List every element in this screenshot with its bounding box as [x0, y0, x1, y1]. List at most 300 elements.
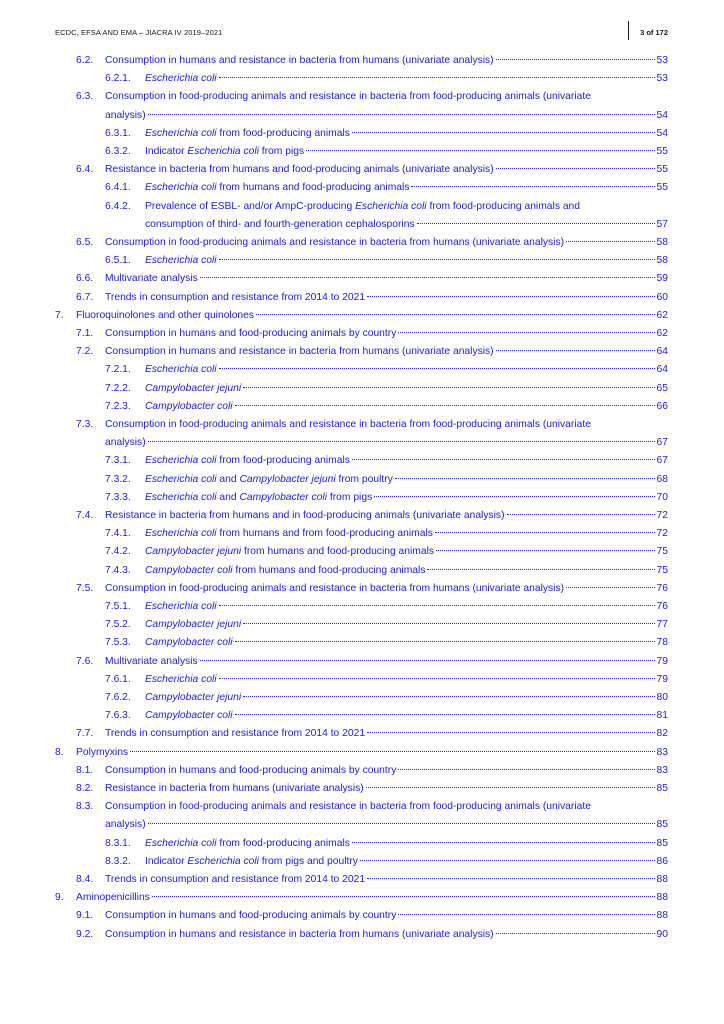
toc-entry-number: 8.2.: [76, 783, 94, 794]
toc-entry-title-italic: Escherichia coli: [145, 255, 217, 267]
toc-leader-dots: [148, 441, 655, 442]
toc-leader-dots: [219, 77, 655, 78]
toc-entry[interactable]: [0, 745, 724, 761]
toc-leader-dots: [435, 532, 655, 533]
toc-leader-dots: [496, 168, 655, 169]
toc-leader-dots: [352, 132, 655, 133]
toc-entry-title-part: from food-producing animals and: [426, 200, 581, 212]
toc-entry-title-part: from humans and food-producing animals: [216, 182, 410, 194]
toc-leader-dots: [417, 223, 655, 224]
toc-entry-page: 53: [656, 55, 668, 66]
toc-entry[interactable]: [0, 654, 724, 670]
toc-entry-title: [145, 253, 668, 269]
toc-leader-dots: [436, 550, 654, 551]
toc-entry-title: [145, 599, 668, 615]
toc-entry[interactable]: [0, 399, 724, 415]
toc-leader-dots: [395, 478, 655, 479]
toc-entry-number: 7.3.1.: [105, 455, 131, 467]
toc-entry-title: [145, 635, 668, 651]
toc-entry-title-italic: Escherichia coli: [355, 200, 427, 212]
toc-entry-title: [105, 162, 668, 178]
toc-entry-title-part: from pigs and poultry: [258, 855, 358, 867]
toc-entry-title-part: Consumption in humans and resistance in bacteria from humans (univariate analysis): [105, 928, 494, 940]
toc-entry-title-italic: Campylobacter coli: [145, 710, 233, 722]
toc-entry-title-italic: Escherichia coli: [145, 837, 217, 849]
toc-leader-dots: [507, 514, 655, 515]
toc-entry-title: [105, 108, 668, 124]
toc-entry-title: [145, 126, 668, 142]
toc-entry-page: 67: [656, 455, 668, 467]
toc-entry[interactable]: [0, 672, 724, 688]
toc-entry-title-italic: Escherichia coli: [145, 182, 217, 194]
toc-entry[interactable]: [0, 253, 724, 269]
toc-entry-title-italic: Campylobacter coli: [145, 400, 233, 412]
toc-leader-dots: [148, 114, 655, 115]
toc-entry-title: [105, 53, 668, 69]
toc-entry-number: 7.1.: [76, 328, 94, 339]
toc-entry-title-part: and: [216, 491, 240, 503]
toc-entry-title: [145, 836, 668, 852]
toc-entry-title-part: analysis): [105, 437, 146, 449]
toc-entry-page: 54: [656, 109, 668, 121]
toc-entry-title: [145, 526, 668, 542]
toc-entry-number: 7.2.1.: [105, 364, 131, 376]
toc-entry-title-italic: Campylobacter jejuni: [239, 473, 336, 485]
toc-entry-title: [105, 781, 668, 797]
toc-entry-number: 8.4.: [76, 874, 94, 885]
toc-leader-dots: [148, 823, 655, 824]
toc-entry-title-italic: Campylobacter jejuni: [145, 619, 242, 631]
toc-entry-title: [105, 271, 668, 287]
toc-entry[interactable]: [0, 544, 724, 560]
toc-leader-dots: [367, 732, 654, 733]
toc-entry-title: [105, 927, 668, 943]
toc-entry-page: 90: [656, 928, 668, 940]
toc-leader-dots: [219, 368, 655, 369]
toc-entry-title: [145, 672, 668, 688]
toc-entry-page: 72: [656, 528, 668, 540]
toc-leader-dots: [496, 59, 655, 60]
toc-entry[interactable]: [0, 726, 724, 742]
toc-entry-page: 82: [656, 728, 668, 740]
toc-entry-number: 6.2.1.: [105, 73, 131, 85]
toc-entry[interactable]: [0, 836, 724, 852]
toc-entry-page: 64: [656, 346, 668, 358]
toc-entry-number: 7.6.: [76, 655, 94, 667]
toc-entry-title-part: analysis): [105, 819, 146, 831]
toc-entry-title-part: Consumption in humans and food-producing animals by country: [105, 764, 397, 776]
toc-leader-dots: [235, 714, 655, 715]
toc-entry-title: [105, 235, 668, 251]
toc-entry[interactable]: [0, 71, 724, 87]
toc-entry-number: 7.2.3.: [105, 400, 131, 412]
toc-entry-number: 8.: [55, 746, 64, 758]
toc-leader-dots: [219, 678, 655, 679]
toc-entry[interactable]: [0, 581, 724, 597]
toc-entry-number: 7.6.2.: [105, 692, 131, 703]
toc-entry[interactable]: [0, 472, 724, 488]
toc-entry-title-part: analysis): [105, 109, 146, 121]
toc-leader-dots: [398, 769, 654, 770]
toc-entry-title-italic: Escherichia coli: [145, 73, 217, 85]
toc-entry-title: [76, 308, 668, 324]
toc-entry-title-part: Consumption in food-producing animals and resistance in bacteria from food-producing animals (univariate: [105, 419, 591, 430]
toc-entry-page: 88: [656, 910, 668, 922]
toc-entry-title: [145, 490, 668, 506]
toc-entry-page: 85: [656, 819, 668, 831]
toc-entry-title-part: Trends in consumption and resistance from 2014 to 2021: [105, 728, 366, 740]
toc-entry[interactable]: [0, 890, 724, 906]
toc-entry-number: 7.4.1.: [105, 528, 131, 540]
toc-leader-dots: [496, 933, 655, 934]
toc-entry-number: 8.3.: [76, 801, 94, 813]
toc-entry-number: 9.2.: [76, 928, 94, 940]
toc-entry-page: 65: [656, 382, 668, 394]
toc-entry[interactable]: [0, 854, 724, 870]
toc-entry-title-italic: Campylobacter jejuni: [145, 692, 242, 703]
toc-entry[interactable]: [0, 817, 724, 833]
toc-leader-dots: [243, 696, 654, 697]
toc-entry-number: 8.1.: [76, 764, 94, 776]
toc-entry-title-part: Consumption in food-producing animals and resistance in bacteria from humans (univariate analysis): [105, 582, 565, 594]
toc-entry[interactable]: [0, 799, 724, 815]
toc-entry[interactable]: [0, 599, 724, 615]
toc-leader-dots: [235, 405, 655, 406]
toc-entry[interactable]: [0, 563, 724, 579]
toc-entry-title-italic: Escherichia coli: [187, 855, 259, 867]
toc-entry-title-part: from food-producing animals: [216, 455, 350, 467]
toc-entry[interactable]: [0, 271, 724, 287]
toc-entry-number: 7.4.2.: [105, 546, 131, 558]
toc-entry-title-italic: Escherichia coli: [187, 146, 259, 157]
toc-leader-dots: [411, 186, 654, 187]
toc-entry-title: [145, 690, 668, 706]
toc-entry-number: 7.4.3.: [105, 564, 131, 576]
toc-leader-dots: [243, 387, 654, 388]
toc-entry-page: 83: [656, 764, 668, 776]
toc-entry-title: [105, 817, 668, 833]
toc-leader-dots: [566, 241, 655, 242]
toc-entry[interactable]: [0, 927, 724, 943]
toc-entry[interactable]: [0, 490, 724, 506]
toc-entry-title: [145, 199, 668, 215]
toc-entry[interactable]: [0, 344, 724, 360]
toc-entry-page: 70: [656, 491, 668, 503]
toc-entry[interactable]: [0, 89, 724, 105]
toc-entry-title: [145, 217, 668, 233]
toc-entry[interactable]: [0, 417, 724, 433]
toc-entry-number: 7.3.3.: [105, 491, 131, 503]
toc-entry-title: [105, 726, 668, 742]
toc-entry-page: 59: [656, 273, 668, 285]
toc-entry-title: [145, 180, 668, 196]
toc-entry-page: 60: [656, 291, 668, 303]
toc-entry-page: 76: [656, 601, 668, 612]
page-number: 3 of 172: [640, 28, 668, 37]
toc-entry[interactable]: [0, 690, 724, 706]
toc-entry-title-part: Consumption in humans and food-producing animals by country: [105, 910, 397, 922]
toc-entry-title-italic: Campylobacter jejuni: [145, 546, 242, 558]
toc-entry-title: [145, 544, 668, 560]
toc-entry-number: 8.3.2.: [105, 855, 131, 867]
toc-entry-title-italic: Campylobacter coli: [239, 491, 328, 503]
toc-entry-page: 66: [656, 400, 668, 412]
toc-entry-number: 6.6.: [76, 273, 94, 285]
toc-entry-title: [105, 799, 668, 815]
page-header: [55, 27, 668, 41]
toc-entry-title-part: from pigs: [327, 491, 373, 503]
toc-entry-number: 6.3.: [76, 91, 94, 103]
toc-entry-title-italic: Escherichia coli: [145, 528, 217, 540]
toc-entry-title-italic: Campylobacter jejuni: [145, 382, 242, 394]
toc-entry-title-part: Consumption in humans and resistance in bacteria from humans (univariate analysis): [105, 346, 494, 358]
toc-entry-number: 7.6.3.: [105, 710, 131, 722]
toc-entry-page: 80: [656, 692, 668, 703]
toc-entry-title: [145, 708, 668, 724]
toc-entry-number: 7.6.1.: [105, 673, 131, 685]
toc-entry-title-italic: Escherichia coli: [145, 601, 217, 612]
toc-entry-page: 75: [656, 564, 668, 576]
header-divider: [628, 21, 629, 40]
toc-entry-page: 79: [656, 673, 668, 685]
toc-leader-dots: [398, 914, 654, 915]
toc-entry-title: [145, 617, 668, 633]
toc-entry-number: 7.5.: [76, 582, 94, 594]
toc-entry-number: 7.5.1.: [105, 601, 131, 612]
toc-entry[interactable]: [0, 908, 724, 924]
toc-entry-title: [105, 435, 668, 451]
toc-entry-page: 67: [656, 437, 668, 449]
toc-entry-number: 6.5.: [76, 237, 94, 248]
toc-entry-page: 81: [656, 710, 668, 722]
toc-entry-page: 57: [656, 218, 668, 230]
toc-leader-dots: [427, 569, 654, 570]
toc-entry-title-part: Trends in consumption and resistance from 2014 to 2021: [105, 291, 366, 303]
toc-entry-title: [105, 417, 668, 433]
toc-entry-title-part: Multivariate analysis: [105, 273, 198, 285]
toc-entry-page: 77: [656, 619, 668, 631]
toc-leader-dots: [219, 259, 655, 260]
toc-entry-title-italic: Escherichia coli: [145, 673, 217, 685]
toc-entry-number: 7.2.2.: [105, 382, 131, 394]
toc-entry-title-part: Aminopenicillins: [76, 892, 150, 904]
toc-entry-number: 6.3.1.: [105, 127, 131, 139]
running-title: ECDC, EFSA AND EMA – JIACRA IV 2019–2021: [55, 28, 223, 37]
toc-entry-page: 64: [656, 364, 668, 376]
toc-entry[interactable]: [0, 126, 724, 142]
toc-entry-page: 55: [656, 146, 668, 157]
toc-entry[interactable]: [0, 435, 724, 451]
toc-entry[interactable]: [0, 635, 724, 651]
toc-entry-title: [76, 890, 668, 906]
toc-entry[interactable]: [0, 362, 724, 378]
toc-entry-title-part: Indicator: [145, 146, 188, 157]
toc-entry-title: [105, 654, 668, 670]
toc-entry-number: 6.7.: [76, 291, 94, 303]
toc-entry-page: 58: [656, 237, 668, 248]
toc-entry-title-part: Resistance in bacteria from humans and food-producing animals (univariate analysis): [105, 164, 494, 176]
toc-leader-dots: [566, 587, 655, 588]
toc-entry-page: 75: [656, 546, 668, 558]
toc-entry-title: [105, 872, 668, 888]
toc-entry-title: [105, 581, 668, 597]
toc-entry-number: 6.3.2.: [105, 146, 131, 157]
toc-entry-number: 7.5.2.: [105, 619, 131, 631]
toc-entry-number: 6.2.: [76, 55, 94, 66]
toc-entry-page: 68: [656, 473, 668, 485]
toc-entry-title-part: and: [216, 473, 240, 485]
toc-leader-dots: [130, 751, 654, 752]
toc-entry-title-italic: Escherichia coli: [145, 473, 217, 485]
toc-entry-title-italic: Escherichia coli: [145, 127, 217, 139]
toc-entry[interactable]: [0, 708, 724, 724]
toc-leader-dots: [243, 623, 654, 624]
toc-entry-title: [145, 472, 668, 488]
toc-entry[interactable]: [0, 453, 724, 469]
toc-entry[interactable]: [0, 180, 724, 196]
toc-entry-number: 7.2.: [76, 346, 94, 358]
toc-entry-title-part: Trends in consumption and resistance from 2014 to 2021: [105, 874, 366, 885]
toc-entry[interactable]: [0, 781, 724, 797]
toc-entry-number: 6.5.1.: [105, 255, 131, 267]
toc-entry-title-part: Resistance in bacteria from humans (univariate analysis): [105, 783, 364, 794]
toc-entry-page: 62: [656, 328, 668, 339]
toc-entry-title: [145, 362, 668, 378]
toc-entry-title-italic: Escherichia coli: [145, 455, 217, 467]
toc-entry-title-part: from humans and food-producing animals: [241, 546, 435, 558]
toc-entry-title: [105, 326, 668, 342]
toc-entry-title: [145, 854, 668, 870]
toc-entry-number: 6.4.: [76, 164, 94, 176]
toc-entry[interactable]: [0, 508, 724, 524]
toc-entry-title-part: Resistance in bacteria from humans and in food-producing animals (univariate analysis): [105, 510, 505, 521]
toc-entry-number: 7.5.3.: [105, 637, 131, 649]
toc-entry-number: 6.4.1.: [105, 182, 131, 194]
toc-entry-page: 88: [656, 874, 668, 885]
toc-leader-dots: [374, 496, 654, 497]
toc-entry-title: [145, 71, 668, 87]
toc-entry-number: 6.4.2.: [105, 200, 131, 212]
toc-entry-page: 55: [656, 182, 668, 194]
toc-entry[interactable]: [0, 162, 724, 178]
toc-entry[interactable]: [0, 235, 724, 251]
toc-entry-title: [145, 453, 668, 469]
toc-entry-title: [105, 908, 668, 924]
toc-entry-page: 85: [656, 783, 668, 794]
toc-entry-number: 8.3.1.: [105, 837, 131, 849]
toc-entry-title-part: Consumption in humans and resistance in bacteria from humans (univariate analysis): [105, 55, 494, 66]
toc-entry-title-italic: Escherichia coli: [145, 364, 217, 376]
toc-entry-page: 78: [656, 637, 668, 649]
toc-entry-title-part: Fluoroquinolones and other quinolones: [76, 309, 255, 321]
toc-entry-title-part: from pigs: [258, 146, 305, 157]
toc-entry-title: [145, 563, 668, 579]
toc-entry[interactable]: [0, 144, 724, 160]
toc-entry-number: 9.1.: [76, 910, 94, 922]
toc-entry-title: [105, 89, 668, 105]
toc-entry-title-part: Consumption in food-producing animals and resistance in bacteria from food-producing animals (univariate: [105, 801, 591, 813]
toc-entry-number: 7.7.: [76, 728, 94, 740]
toc-entry-page: 79: [656, 655, 668, 667]
toc-entry-title: [105, 508, 668, 524]
toc-entry-number: 7.4.: [76, 510, 94, 521]
toc-entry-title-part: Indicator: [145, 855, 188, 867]
toc-leader-dots: [366, 787, 655, 788]
toc-entry[interactable]: [0, 763, 724, 779]
toc-entry-title-italic: Campylobacter coli: [145, 637, 233, 649]
toc-entry-page: 54: [656, 127, 668, 139]
toc-entry-title-part: from food-producing animals: [216, 837, 350, 849]
toc-entry[interactable]: [0, 617, 724, 633]
toc-leader-dots: [352, 459, 655, 460]
toc-entry-title-italic: Escherichia coli: [145, 491, 217, 503]
toc-entry-page: 83: [656, 746, 668, 758]
toc-entry-page: 72: [656, 510, 668, 521]
toc-leader-dots: [256, 314, 654, 315]
toc-entry[interactable]: [0, 108, 724, 124]
toc-entry[interactable]: [0, 326, 724, 342]
toc-entry-page: 85: [656, 837, 668, 849]
toc-entry-page: 76: [656, 582, 668, 594]
toc-entry-title-part: Consumption in food-producing animals and resistance in bacteria from food-producing animals (univariate: [105, 91, 591, 103]
toc-entry-title-part: consumption of third- and fourth-generation cephalosporins: [145, 218, 415, 230]
toc-entry-page: 55: [656, 164, 668, 176]
toc-entry-page: 62: [656, 309, 668, 321]
toc-leader-dots: [219, 605, 655, 606]
toc-entry-title-part: Polymyxins: [76, 746, 129, 758]
toc-leader-dots: [398, 332, 654, 333]
toc-entry-title-part: from food-producing animals: [216, 127, 350, 139]
toc-entry-title-part: from humans and from food-producing animals: [216, 528, 433, 540]
toc-entry-number: 7.3.2.: [105, 473, 131, 485]
toc-entry-title-part: from poultry: [335, 473, 393, 485]
toc-leader-dots: [352, 842, 655, 843]
toc-entry-page: 88: [656, 892, 668, 904]
toc-leader-dots: [360, 860, 655, 861]
toc-entry-title: [105, 344, 668, 360]
toc-entry-title: [145, 144, 668, 160]
toc-entry[interactable]: [0, 217, 724, 233]
toc-leader-dots: [306, 150, 654, 151]
toc-leader-dots: [152, 896, 655, 897]
toc-entry[interactable]: [0, 53, 724, 69]
toc-entry-title: [145, 381, 668, 397]
toc-entry-title-part: Consumption in humans and food-producing animals by country: [105, 328, 397, 339]
toc-entry[interactable]: [0, 872, 724, 888]
toc-leader-dots: [235, 641, 655, 642]
toc-entry-title-part: Prevalence of ESBL- and/or AmpC-producing: [145, 200, 356, 212]
toc-entry-title-part: Consumption in food-producing animals and resistance in bacteria from humans (univariate analysis): [105, 237, 565, 248]
toc-leader-dots: [367, 296, 654, 297]
toc-entry-title: [76, 745, 668, 761]
toc-entry[interactable]: [0, 199, 724, 215]
toc-entry-number: 7.: [55, 309, 64, 321]
toc-entry-number: 7.3.: [76, 419, 94, 430]
toc-entry[interactable]: [0, 290, 724, 306]
toc-leader-dots: [200, 660, 655, 661]
toc-leader-dots: [496, 350, 655, 351]
toc-entry-title-italic: Campylobacter coli: [145, 564, 233, 576]
toc-entry-title-part: Multivariate analysis: [105, 655, 198, 667]
toc-entry[interactable]: [0, 308, 724, 324]
toc-entry[interactable]: [0, 381, 724, 397]
toc-entry-page: 86: [656, 855, 668, 867]
toc-entry-title-part: from humans and food-producing animals: [232, 564, 426, 576]
toc-entry-title: [105, 763, 668, 779]
toc-leader-dots: [367, 878, 654, 879]
toc-entry-number: 9.: [55, 892, 64, 904]
toc-entry[interactable]: [0, 526, 724, 542]
